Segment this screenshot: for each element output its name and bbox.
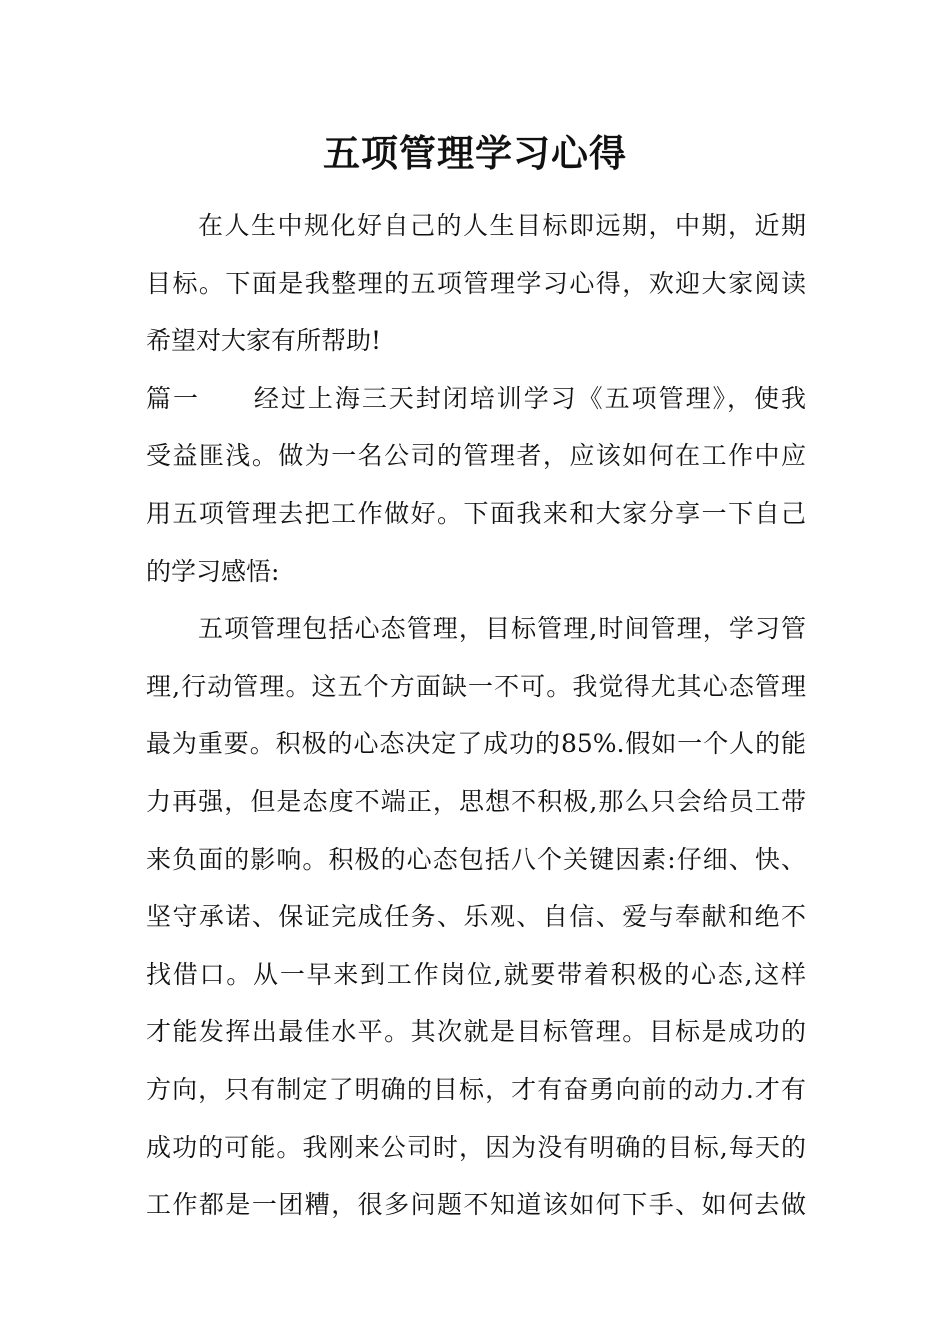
paragraph-line: 工作都是一团糟，很多问题不知道该如何下手、如何去做 <box>146 1190 806 1220</box>
paragraph-line: 理,行动管理。这五个方面缺一不可。我觉得尤其心态管理 <box>146 671 806 701</box>
paragraph-line: 坚守承诺、保证完成任务、乐观、自信、爱与奉献和绝不 <box>146 902 806 932</box>
paragraph-line: 受益匪浅。做为一名公司的管理者，应该如何在工作中应 <box>146 441 806 471</box>
paragraph-line: 才能发挥出最佳水平。其次就是目标管理。目标是成功的 <box>146 1017 806 1047</box>
paragraph-line: 用五项管理去把工作做好。下面我来和大家分享一下自己 <box>146 498 806 528</box>
paragraph-line: 方向，只有制定了明确的目标，才有奋勇向前的动力.才有 <box>146 1074 806 1104</box>
paragraph-line: 找借口。从一早来到工作岗位,就要带着积极的心态,这样 <box>146 959 806 989</box>
paragraph-line: 在人生中规化好自己的人生目标即远期，中期，近期 <box>198 211 806 240</box>
document-body <box>146 197 806 1234</box>
paragraph-line: 来负面的影响。积极的心态包括八个关键因素:仔细、快、 <box>146 844 806 874</box>
paragraph-line: 五项管理包括心态管理，目标管理,时间管理，学习管 <box>198 614 806 644</box>
paragraph-line: 最为重要。积极的心态决定了成功的85%.假如一个人的能 <box>146 729 806 759</box>
paragraph-line: 希望对大家有所帮助! <box>146 326 382 356</box>
paragraph-line: 成功的可能。我刚来公司时，因为没有明确的目标,每天的 <box>146 1132 806 1162</box>
paragraph-line: 的学习感悟: <box>146 556 280 586</box>
document-title: 五项管理学习心得 <box>323 131 627 175</box>
paragraph-line: 目标。下面是我整理的五项管理学习心得，欢迎大家阅读 <box>146 268 806 298</box>
paragraph-line: 篇一 经过上海三天封闭培训学习《五项管理》，使我 <box>146 383 806 413</box>
paragraph-line: 力再强，但是态度不端正，思想不积极,那么只会给员工带 <box>146 786 806 816</box>
